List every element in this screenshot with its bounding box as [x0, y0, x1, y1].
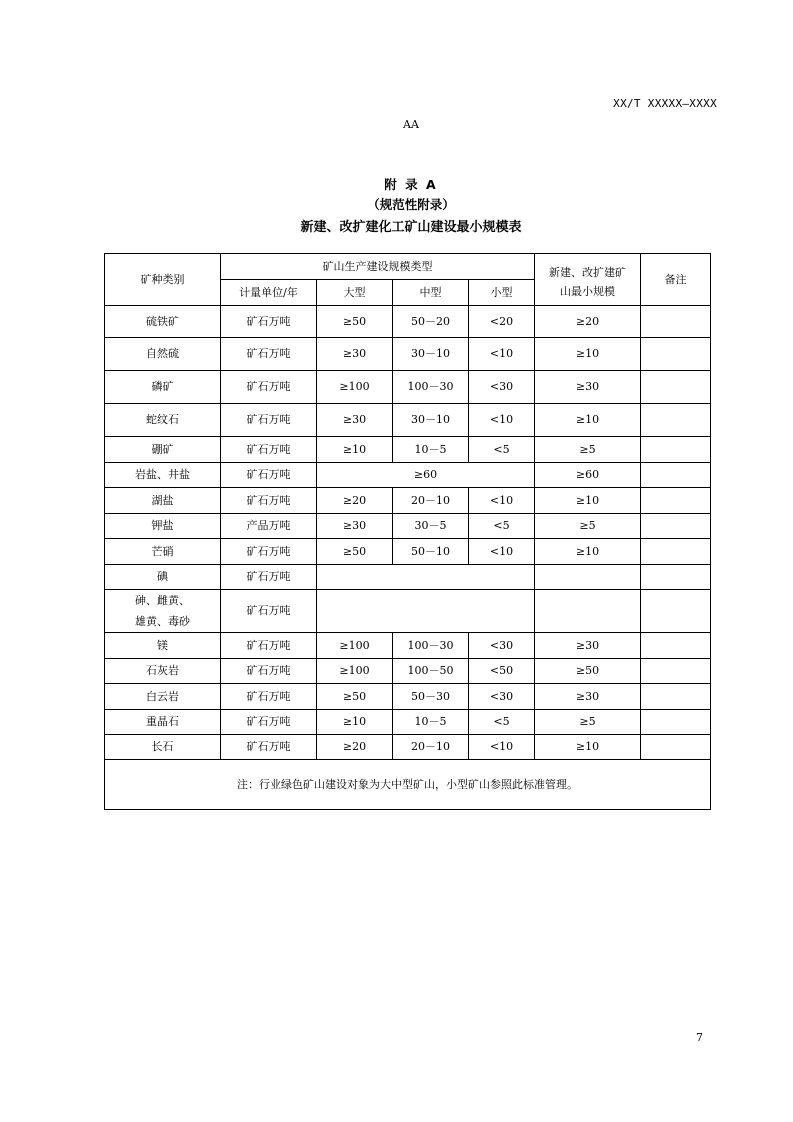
cell-unit: 矿石万吨 — [221, 659, 317, 684]
cell-remark — [641, 735, 711, 760]
cell-mineral-line: 雄黄、毒砂 — [135, 614, 190, 628]
cell-mineral-line: 砷、雌黄、 — [135, 593, 190, 607]
header-unit: 计量单位/年 — [221, 280, 317, 306]
cell-unit: 矿石万吨 — [221, 539, 317, 565]
cell-large: ≥30 — [317, 514, 393, 539]
cell-unit: 矿石万吨 — [221, 684, 317, 710]
cell-small: <10 — [469, 539, 535, 565]
cell-scale-merged — [317, 565, 535, 590]
table-row — [105, 590, 711, 633]
cell-large: ≥50 — [317, 684, 393, 710]
cell-unit: 矿石万吨 — [221, 463, 317, 488]
cell-small: <10 — [469, 338, 535, 371]
header-large: 大型 — [317, 280, 393, 306]
cell-min-scale: ≥10 — [535, 404, 641, 437]
cell-mineral: 蛇纹石 — [105, 404, 221, 437]
cell-mineral: 硼矿 — [105, 437, 221, 463]
cell-mineral: 硫铁矿 — [105, 306, 221, 338]
table-row — [105, 539, 711, 565]
cell-small: <10 — [469, 404, 535, 437]
table-row — [105, 306, 711, 338]
cell-remark — [641, 710, 711, 735]
table-note: 注：行业绿色矿山建设对象为大中型矿山，小型矿山参照此标准管理。 — [105, 760, 711, 810]
cell-unit: 矿石万吨 — [221, 565, 317, 590]
cell-small: <20 — [469, 306, 535, 338]
cell-remark — [641, 633, 711, 659]
cell-large: ≥20 — [317, 735, 393, 760]
header-remarks: 备注 — [641, 254, 711, 306]
table-row — [105, 710, 711, 735]
table-row — [105, 659, 711, 684]
cell-remark — [641, 684, 711, 710]
table-row — [105, 735, 711, 760]
cell-medium: 100－30 — [393, 371, 469, 404]
sub-mark: AA — [403, 118, 419, 131]
cell-mineral: 石灰岩 — [105, 659, 221, 684]
cell-min-scale — [535, 565, 641, 590]
cell-medium: 20－10 — [393, 488, 469, 514]
table-row — [105, 463, 711, 488]
cell-mineral: 镁 — [105, 633, 221, 659]
cell-medium: 30－10 — [393, 338, 469, 371]
cell-medium: 100－50 — [393, 659, 469, 684]
cell-remark — [641, 539, 711, 565]
cell-large: ≥30 — [317, 404, 393, 437]
cell-min-scale: ≥50 — [535, 659, 641, 684]
table-row — [105, 514, 711, 539]
page-number: 7 — [696, 1031, 703, 1044]
cell-min-scale — [535, 590, 641, 633]
cell-medium: 10－5 — [393, 437, 469, 463]
appendix-title: 附 录 A — [384, 177, 438, 192]
cell-large: ≥100 — [317, 633, 393, 659]
cell-unit: 矿石万吨 — [221, 338, 317, 371]
cell-remark — [641, 371, 711, 404]
cell-min-scale: ≥60 — [535, 463, 641, 488]
cell-unit: 矿石万吨 — [221, 590, 317, 633]
cell-small: <5 — [469, 437, 535, 463]
cell-small: <30 — [469, 633, 535, 659]
table-row — [105, 338, 711, 371]
header-medium: 中型 — [393, 280, 469, 306]
cell-unit: 矿石万吨 — [221, 306, 317, 338]
standard-code: XX/T XXXXX—XXXX — [613, 97, 717, 110]
cell-unit: 矿石万吨 — [221, 710, 317, 735]
cell-small: <30 — [469, 371, 535, 404]
appendix-type: （规范性附录） — [367, 197, 455, 212]
cell-mineral: 磷矿 — [105, 371, 221, 404]
table-row — [105, 684, 711, 710]
cell-medium: 50－30 — [393, 684, 469, 710]
note-row — [105, 760, 711, 810]
cell-remark — [641, 338, 711, 371]
cell-remark — [641, 659, 711, 684]
cell-small: <10 — [469, 488, 535, 514]
cell-mineral — [105, 590, 221, 633]
cell-mineral: 钾盐 — [105, 514, 221, 539]
cell-small: <30 — [469, 684, 535, 710]
header-min-scale: 新建、改扩建矿山最小规模 — [535, 254, 641, 306]
cell-large: ≥10 — [317, 710, 393, 735]
cell-remark — [641, 488, 711, 514]
min-scale-table — [104, 253, 711, 810]
table-row — [105, 371, 711, 404]
header-small: 小型 — [469, 280, 535, 306]
header-mineral-category: 矿种类别 — [105, 254, 221, 306]
cell-min-scale: ≥10 — [535, 735, 641, 760]
table-row — [105, 437, 711, 463]
cell-mineral: 自然硫 — [105, 338, 221, 371]
cell-min-scale: ≥5 — [535, 514, 641, 539]
header-production-scale-type: 矿山生产建设规模类型 — [221, 254, 535, 280]
cell-remark — [641, 514, 711, 539]
cell-large: ≥100 — [317, 659, 393, 684]
cell-mineral: 岩盐、井盐 — [105, 463, 221, 488]
cell-unit: 矿石万吨 — [221, 437, 317, 463]
cell-mineral: 重晶石 — [105, 710, 221, 735]
cell-min-scale: ≥20 — [535, 306, 641, 338]
cell-unit: 矿石万吨 — [221, 735, 317, 760]
cell-small: <5 — [469, 514, 535, 539]
cell-mineral: 芒硝 — [105, 539, 221, 565]
cell-min-scale: ≥10 — [535, 488, 641, 514]
cell-large: ≥10 — [317, 437, 393, 463]
cell-remark — [641, 306, 711, 338]
cell-medium: 100－30 — [393, 633, 469, 659]
cell-min-scale: ≥10 — [535, 539, 641, 565]
cell-unit: 矿石万吨 — [221, 371, 317, 404]
cell-min-scale: ≥5 — [535, 710, 641, 735]
cell-mineral: 白云岩 — [105, 684, 221, 710]
cell-large: ≥50 — [317, 539, 393, 565]
cell-min-scale: ≥30 — [535, 633, 641, 659]
cell-medium: 10－5 — [393, 710, 469, 735]
header-row — [105, 254, 711, 280]
cell-large: ≥50 — [317, 306, 393, 338]
table-row — [105, 404, 711, 437]
cell-scale-merged: ≥60 — [317, 463, 535, 488]
cell-unit: 矿石万吨 — [221, 488, 317, 514]
cell-medium: 50－10 — [393, 539, 469, 565]
cell-remark — [641, 437, 711, 463]
table-row — [105, 633, 711, 659]
cell-medium: 50－20 — [393, 306, 469, 338]
cell-large: ≥20 — [317, 488, 393, 514]
cell-unit: 产品万吨 — [221, 514, 317, 539]
cell-medium: 30－5 — [393, 514, 469, 539]
cell-unit: 矿石万吨 — [221, 633, 317, 659]
cell-large: ≥30 — [317, 338, 393, 371]
cell-large: ≥100 — [317, 371, 393, 404]
cell-min-scale: ≥30 — [535, 371, 641, 404]
cell-small: <5 — [469, 710, 535, 735]
cell-mineral: 湖盐 — [105, 488, 221, 514]
cell-remark — [641, 590, 711, 633]
table-title: 新建、改扩建化工矿山建设最小规模表 — [300, 220, 522, 235]
cell-medium: 30－10 — [393, 404, 469, 437]
cell-min-scale: ≥30 — [535, 684, 641, 710]
cell-remark — [641, 463, 711, 488]
cell-unit: 矿石万吨 — [221, 404, 317, 437]
cell-small: <50 — [469, 659, 535, 684]
cell-scale-merged — [317, 590, 535, 633]
cell-small: <10 — [469, 735, 535, 760]
cell-min-scale: ≥10 — [535, 338, 641, 371]
table-row — [105, 488, 711, 514]
cell-mineral: 碘 — [105, 565, 221, 590]
cell-min-scale: ≥5 — [535, 437, 641, 463]
cell-mineral: 长石 — [105, 735, 221, 760]
table-row — [105, 565, 711, 590]
cell-remark — [641, 404, 711, 437]
cell-remark — [641, 565, 711, 590]
cell-medium: 20－10 — [393, 735, 469, 760]
